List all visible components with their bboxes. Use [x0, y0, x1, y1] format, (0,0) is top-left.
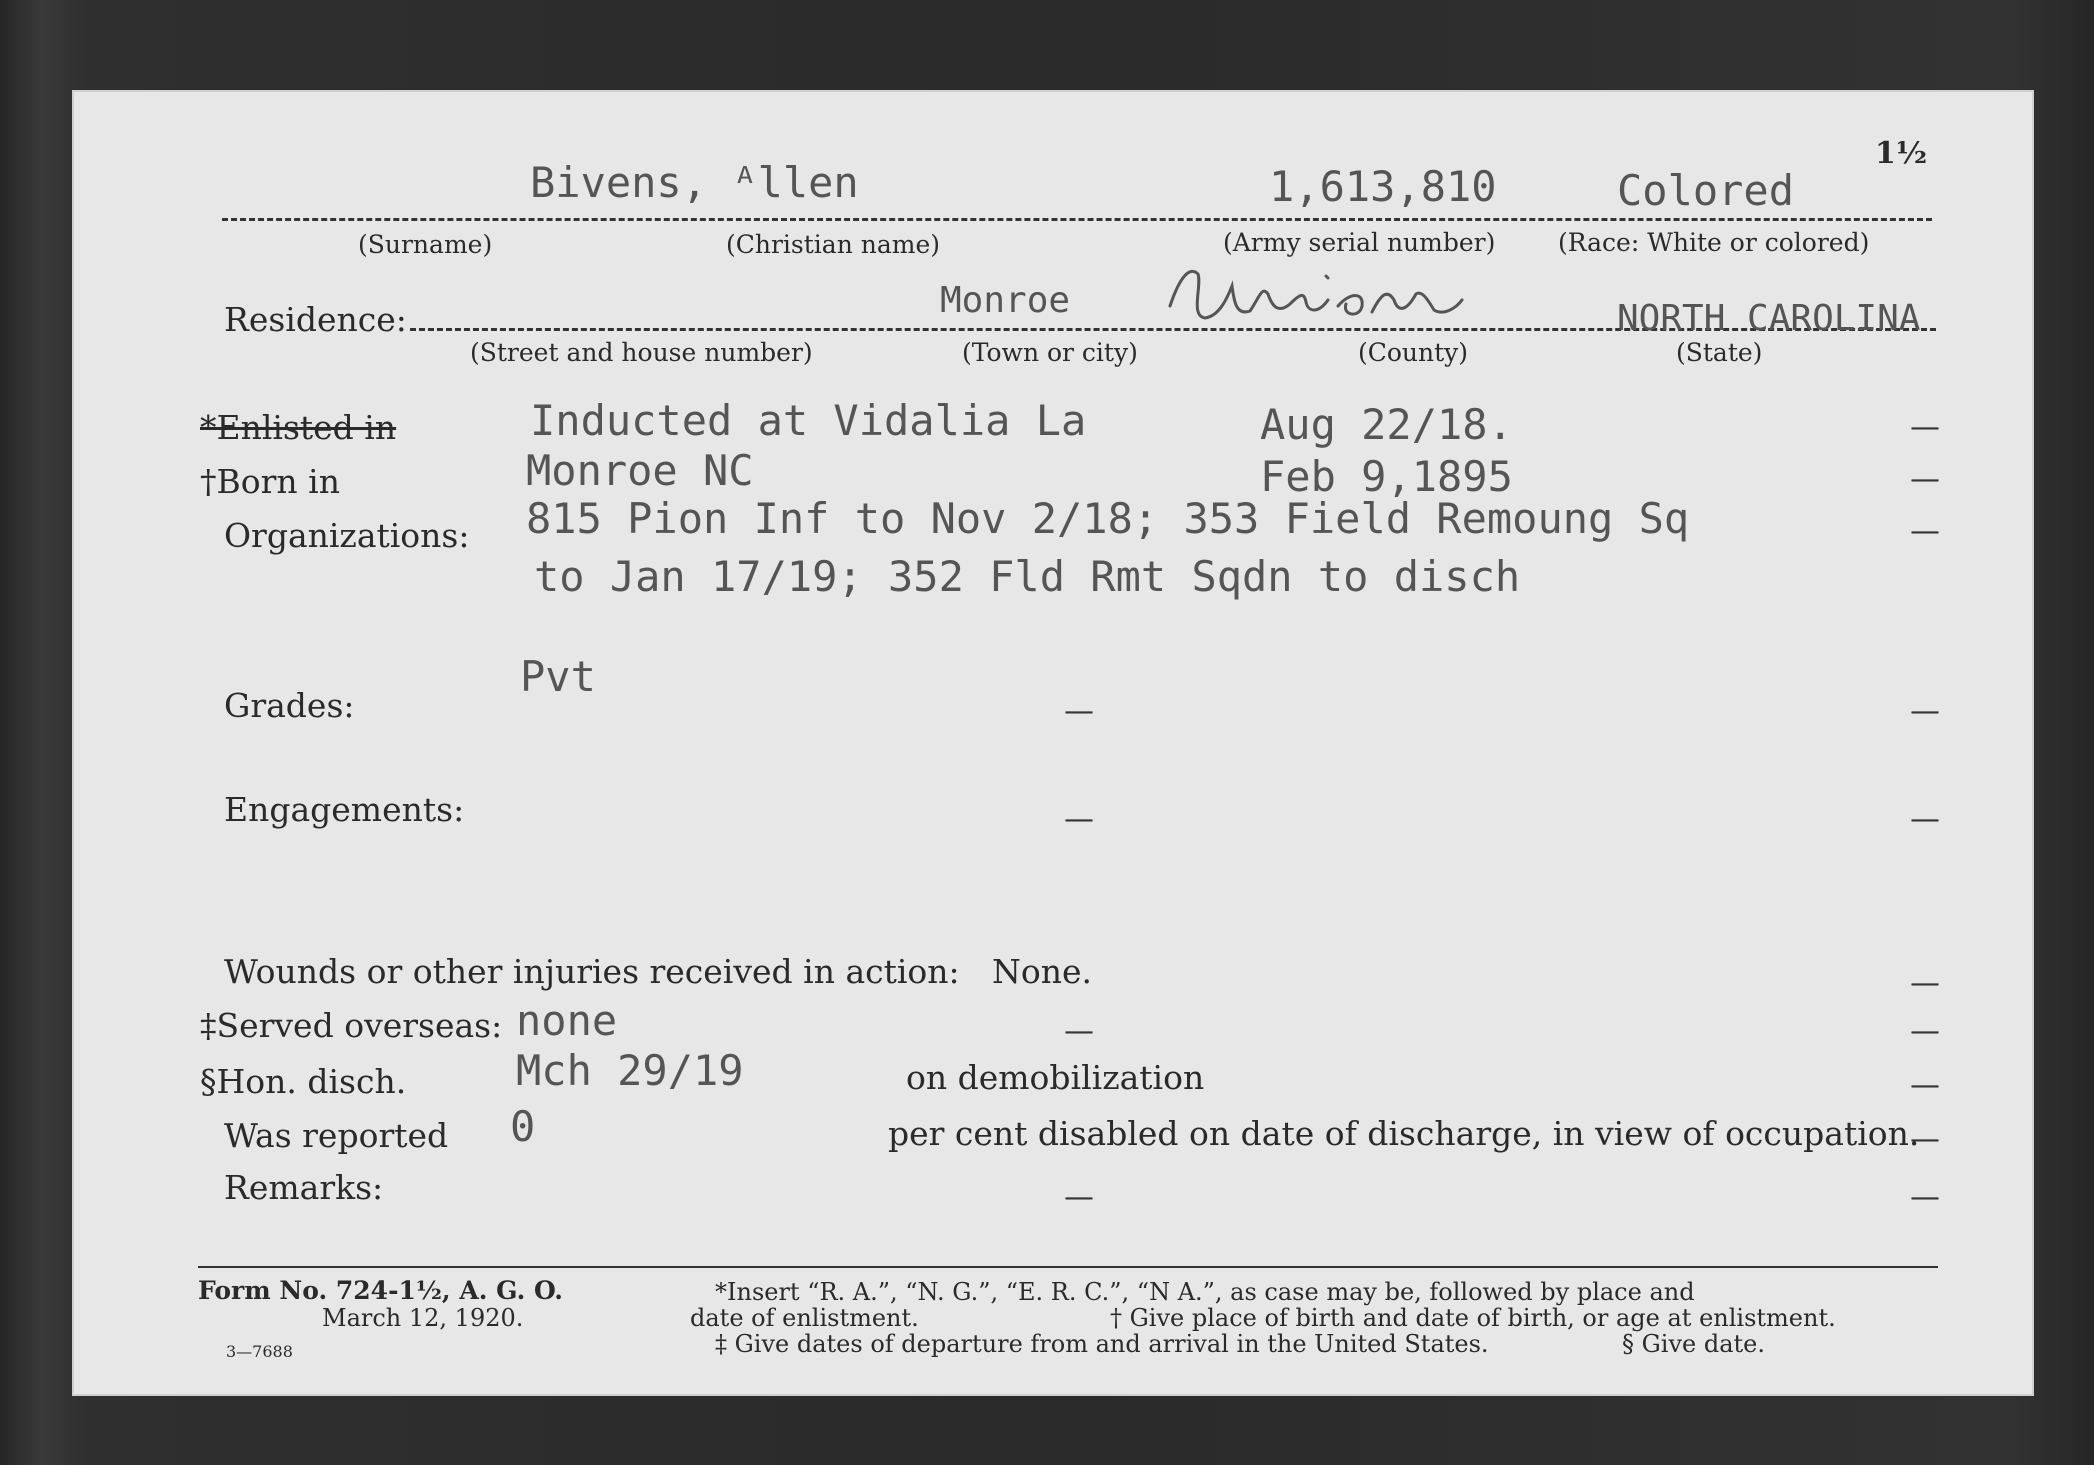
reported-dash: — [1910, 1122, 1940, 1157]
discharge-label: §Hon. disch. [200, 1062, 407, 1101]
remarks-dash-middle: — [1064, 1180, 1094, 1215]
caption-race: (Race: White or colored) [1558, 228, 1870, 257]
organizations-line-1: 815 Pion Inf to Nov 2/18; 353 Field Remoung Sq [526, 494, 1690, 543]
organizations-line-2: to Jan 17/19; 352 Fld Rmt Sqdn to disch [534, 552, 1521, 601]
enlisted-label: *Enlisted in [200, 408, 397, 447]
discharge-note: on demobilization [906, 1058, 1205, 1097]
residence-state: NORTH CAROLINA [1617, 298, 1921, 339]
engagements-label: Engagements: [224, 790, 465, 829]
footnote-insert: *Insert “R. A.”, “N. G.”, “E. R. C.”, “N A.”, as case may be, followed by place and [715, 1278, 1695, 1306]
remarks-dash-right: — [1910, 1180, 1940, 1215]
name-underline [222, 218, 1932, 221]
engagements-dash-right: — [1910, 802, 1940, 837]
organizations-label: Organizations: [224, 516, 470, 555]
born-label: †Born in [200, 462, 340, 501]
caption-street: (Street and house number) [470, 338, 813, 367]
record-card [72, 90, 2034, 1396]
born-date: Feb 9,1895 [1260, 452, 1513, 501]
serial-number: 1,613,810 [1269, 162, 1497, 211]
footnote-overseas: ‡ Give dates of departure from and arrival in the United States. [715, 1330, 1489, 1358]
caption-state: (State) [1676, 338, 1763, 367]
form-number: Form No. 724-1½, A. G. O. [198, 1276, 564, 1305]
reported-note: per cent disabled on date of discharge, in view of occupation. [888, 1114, 1920, 1153]
engagements-dash-middle: — [1064, 802, 1094, 837]
race-value: Colored [1617, 166, 1795, 215]
wounds-label: Wounds or other injuries received in action: [224, 952, 960, 991]
overseas-label: ‡Served overseas: [200, 1006, 503, 1045]
caption-town: (Town or city) [962, 338, 1138, 367]
footnote-birth: † Give place of birth and date of birth, or age at enlistment. [1110, 1304, 1836, 1332]
residence-label: Residence: [224, 300, 407, 339]
caption-serial-number: (Army serial number) [1223, 228, 1496, 257]
footnote-insert-cont: date of enlistment. [690, 1304, 919, 1332]
grades-label: Grades: [224, 686, 355, 725]
organizations-dash: — [1910, 514, 1940, 549]
remarks-label: Remarks: [224, 1168, 384, 1207]
print-number: 3—7688 [226, 1342, 293, 1361]
caption-surname: (Surname) [358, 230, 493, 259]
enlisted-value: Inducted at Vidalia La [530, 396, 1087, 445]
wounds-dash: — [1910, 966, 1940, 1001]
discharge-dash: — [1910, 1068, 1940, 1103]
grades-value: Pvt [520, 652, 596, 701]
handwritten-county-union [1150, 256, 1530, 336]
born-place: Monroe NC [526, 446, 754, 495]
discharge-value: Mch 29/19 [516, 1046, 744, 1095]
wounds-value: None. [992, 952, 1093, 991]
enlisted-dash: — [1910, 410, 1940, 445]
reported-label: Was reported [224, 1116, 449, 1155]
reported-value: 0 [510, 1102, 536, 1151]
overseas-dash-middle: — [1064, 1014, 1094, 1049]
caption-christian-name: (Christian name) [726, 230, 941, 259]
overseas-dash-right: — [1910, 1014, 1940, 1049]
grades-dash-middle: — [1064, 694, 1094, 729]
residence-town: Monroe [940, 280, 1071, 321]
footer-rule [198, 1266, 1938, 1268]
enlisted-date: Aug 22/18. [1260, 400, 1513, 449]
born-dash: — [1910, 462, 1940, 497]
form-date: March 12, 1920. [322, 1304, 524, 1332]
grades-dash-right: — [1910, 694, 1940, 729]
corner-number: 1½ [1875, 136, 1928, 171]
footnote-discharge: § Give date. [1622, 1330, 1766, 1358]
name-line: Bivens, ᴬllen [530, 158, 859, 207]
caption-county: (County) [1358, 338, 1469, 367]
overseas-value: none [516, 996, 618, 1045]
